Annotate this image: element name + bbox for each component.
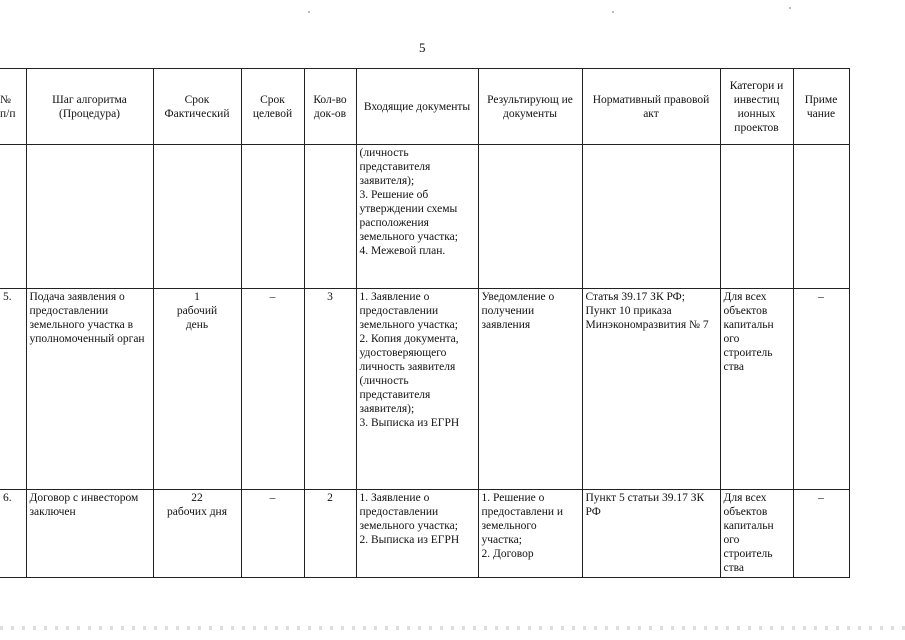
cell-target-term: – bbox=[241, 289, 304, 490]
table-row bbox=[0, 145, 849, 289]
cell-project-category: Для всех объектов капитальн ого строитель ства bbox=[720, 289, 793, 490]
table-row bbox=[0, 490, 849, 578]
scan-speck bbox=[308, 11, 310, 13]
cell-legal-act bbox=[582, 145, 720, 289]
cell-note: – bbox=[793, 289, 849, 490]
header-target-term: Срок целевой bbox=[241, 69, 304, 145]
cell-step: Подача заявления о предоставлении земельного участка в уполномоченный орган bbox=[26, 289, 153, 490]
header-result-docs: Результирующ ие документы bbox=[478, 69, 582, 145]
cell-project-category: Для всех объектов капитальн ого строитель ства bbox=[720, 490, 793, 578]
cell-actual-term: 1 рабочий день bbox=[153, 289, 241, 490]
cell-result-docs bbox=[478, 145, 582, 289]
cell-incoming-docs: (личность представителя заявителя); 3. Решение об утверждении схемы расположения земельного участка; 4. Межевой план. bbox=[356, 145, 478, 289]
header-legal-act: Нормативный правовой акт bbox=[582, 69, 720, 145]
cell-doc-count bbox=[304, 145, 356, 289]
cell-incoming-docs: 1. Заявление о предоставлении земельного участка; 2. Выписка из ЕГРН bbox=[356, 490, 478, 578]
cell-legal-act: Пункт 5 статьи 39.17 ЗК РФ bbox=[582, 490, 720, 578]
table-row bbox=[0, 289, 849, 490]
scan-edge-noise bbox=[0, 626, 905, 630]
cell-num: 6. bbox=[0, 490, 26, 578]
cell-num bbox=[0, 145, 26, 289]
cell-actual-term: 22 рабочих дня bbox=[153, 490, 241, 578]
header-actual-term: Срок Фактический bbox=[153, 69, 241, 145]
header-note: Приме чание bbox=[793, 69, 849, 145]
page-number: 5 bbox=[419, 40, 426, 55]
cell-result-docs: Уведомление о получении заявления bbox=[478, 289, 582, 490]
cell-doc-count: 2 bbox=[304, 490, 356, 578]
header-doc-count: Кол-во док-ов bbox=[304, 69, 356, 145]
cell-doc-count: 3 bbox=[304, 289, 356, 490]
scan-speck bbox=[612, 11, 614, 13]
algorithm-table bbox=[0, 68, 850, 578]
table-header-row bbox=[0, 69, 849, 145]
header-incoming-docs: Входящие документы bbox=[356, 69, 478, 145]
cell-actual-term bbox=[153, 145, 241, 289]
header-project-category: Категори и инвестиц ионных проектов bbox=[720, 69, 793, 145]
scan-speck bbox=[789, 7, 791, 9]
header-step: Шаг алгоритма (Процедура) bbox=[26, 69, 153, 145]
cell-step bbox=[26, 145, 153, 289]
cell-target-term bbox=[241, 145, 304, 289]
header-num: № п/п bbox=[0, 69, 26, 145]
cell-legal-act: Статья 39.17 ЗК РФ; Пункт 10 приказа Минэкономразвития № 7 bbox=[582, 289, 720, 490]
cell-step: Договор с инвестором заключен bbox=[26, 490, 153, 578]
cell-target-term: – bbox=[241, 490, 304, 578]
cell-note: – bbox=[793, 490, 849, 578]
cell-incoming-docs: 1. Заявление о предоставлении земельного участка; 2. Копия документа, удостоверяющего личность заявителя (личность представителя заявителя); 3. Выписка из ЕГРН bbox=[356, 289, 478, 490]
cell-note bbox=[793, 145, 849, 289]
cell-num: 5. bbox=[0, 289, 26, 490]
cell-result-docs: 1. Решение о предоставлени и земельного участка; 2. Договор bbox=[478, 490, 582, 578]
cell-project-category bbox=[720, 145, 793, 289]
